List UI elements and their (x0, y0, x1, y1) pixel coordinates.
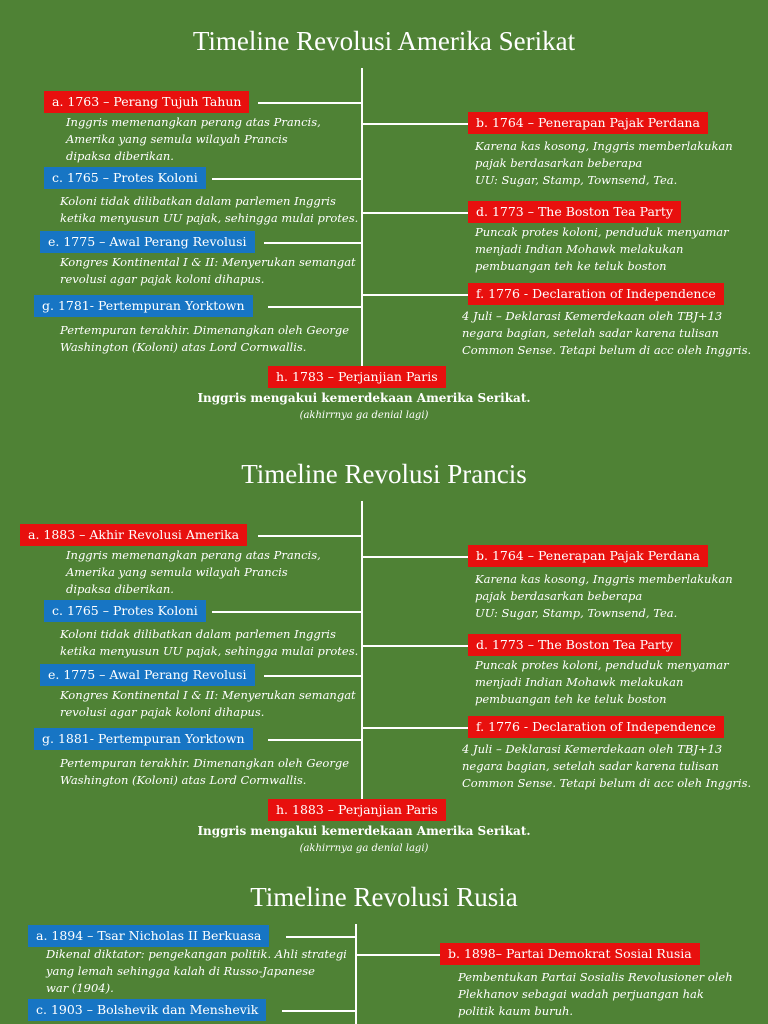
event-c-label: c. 1765 – Protes Koloni (44, 167, 206, 189)
connector (212, 178, 362, 180)
event-b-desc: Karena kas kosong, Inggris memberlakukan pajak berdasarkan beberapa UU: Sugar, Stamp, Townsend, Tea. (475, 139, 733, 187)
event-a-label: a. 1894 – Tsar Nicholas II Berkuasa (28, 925, 269, 947)
event-c-desc: Koloni tidak dilibatkan dalam parlemen Inggris ketika menyusun UU pajak, sehingga mulai protes. (60, 627, 359, 658)
connector (362, 123, 470, 125)
timeline-prancis (0, 433, 768, 873)
event-e-label: e. 1775 – Awal Perang Revolusi (40, 664, 255, 686)
event-c-label: c. 1765 – Protes Koloni (44, 600, 206, 622)
event-h-note: (akhirrnya ga denial lagi) (299, 843, 429, 854)
event-h-desc: Inggris mengakui kemerdekaan Amerika Serikat. (197, 824, 531, 838)
event-h-desc: Inggris mengakui kemerdekaan Amerika Serikat. (197, 391, 531, 405)
connector (362, 645, 470, 647)
event-f-label: f. 1776 - Declaration of Independence (468, 716, 724, 738)
event-a-desc: Dikenal diktator: pengekangan politik. Ahli strategi yang lemah sehingga kalah di Russo-Japanese war (1904). (46, 947, 347, 995)
event-b-desc: Pembentukan Partai Sosialis Revolusioner oleh Plekhanov sebagai wadah perjuangan hak politik kaum buruh. (458, 970, 733, 1018)
event-c-label: c. 1903 – Bolshevik dan Menshevik (28, 999, 266, 1021)
page-title: Timeline Revolusi Amerika Serikat (192, 26, 576, 56)
event-a-label: a. 1763 – Perang Tujuh Tahun (44, 91, 249, 113)
event-d-label: d. 1773 – The Boston Tea Party (468, 634, 681, 656)
connector (362, 727, 470, 729)
connector (282, 1010, 356, 1012)
connector (264, 675, 362, 677)
connector (268, 306, 362, 308)
event-b-desc: Karena kas kosong, Inggris memberlakukan pajak berdasarkan beberapa UU: Sugar, Stamp, Townsend, Tea. (475, 572, 733, 620)
connector (258, 102, 362, 104)
connector (362, 212, 470, 214)
event-h-label: h. 1883 – Perjanjian Paris (268, 799, 446, 821)
timeline-amerika (0, 0, 768, 440)
connector (362, 294, 470, 296)
event-g-desc: Pertempuran terakhir. Dimenangkan oleh George Washington (Koloni) atas Lord Cornwallis. (60, 756, 349, 787)
event-e-label: e. 1775 – Awal Perang Revolusi (40, 231, 255, 253)
event-e-desc: Kongres Kontinental I & II: Menyerukan semangat revolusi agar pajak koloni dihapus. (60, 688, 356, 719)
event-b-label: b. 1764 – Penerapan Pajak Perdana (468, 545, 708, 567)
connector (264, 242, 362, 244)
event-a-desc: Inggris memenangkan perang atas Prancis, Amerika yang semula wilayah Prancis dipaksa diberikan. (66, 548, 321, 596)
page-title: Timeline Revolusi Prancis (241, 459, 527, 489)
timeline-axis (361, 501, 363, 801)
event-b-label: b. 1898– Partai Demokrat Sosial Rusia (440, 943, 700, 965)
event-a-desc: Inggris memenangkan perang atas Prancis, Amerika yang semula wilayah Prancis dipaksa diberikan. (66, 115, 321, 163)
event-f-label: f. 1776 - Declaration of Independence (468, 283, 724, 305)
event-d-label: d. 1773 – The Boston Tea Party (468, 201, 681, 223)
page-title: Timeline Revolusi Rusia (250, 882, 518, 912)
connector (258, 535, 362, 537)
event-f-desc: 4 Juli – Deklarasi Kemerdekaan oleh TBJ+13 negara bagian, setelah sadar karena tulisan Common Sense. Tetapi belum di acc oleh Inggris. (462, 742, 752, 790)
connector (212, 611, 362, 613)
event-e-desc: Kongres Kontinental I & II: Menyerukan semangat revolusi agar pajak koloni dihapus. (60, 255, 356, 286)
connector (268, 739, 362, 741)
connector (286, 936, 356, 938)
timeline-rusia (0, 866, 768, 1024)
event-a-label: a. 1883 – Akhir Revolusi Amerika (20, 524, 247, 546)
event-g-label: g. 1881- Pertempuran Yorktown (34, 728, 253, 750)
event-h-note: (akhirrnya ga denial lagi) (299, 410, 429, 421)
timeline-axis (361, 68, 363, 368)
event-c-desc: Koloni tidak dilibatkan dalam parlemen Inggris ketika menyusun UU pajak, sehingga mulai protes. (60, 194, 359, 225)
event-g-desc: Pertempuran terakhir. Dimenangkan oleh George Washington (Koloni) atas Lord Cornwallis. (60, 323, 349, 354)
event-d-desc: Puncak protes koloni, penduduk menyamar menjadi Indian Mohawk melakukan pembuangan teh ke teluk boston (475, 658, 729, 706)
connector (356, 954, 442, 956)
event-g-label: g. 1781- Pertempuran Yorktown (34, 295, 253, 317)
event-f-desc: 4 Juli – Deklarasi Kemerdekaan oleh TBJ+13 negara bagian, setelah sadar karena tulisan Common Sense. Tetapi belum di acc oleh Inggris. (462, 309, 752, 357)
connector (362, 556, 470, 558)
event-b-label: b. 1764 – Penerapan Pajak Perdana (468, 112, 708, 134)
timeline-axis (355, 924, 357, 1024)
event-h-label: h. 1783 – Perjanjian Paris (268, 366, 446, 388)
event-d-desc: Puncak protes koloni, penduduk menyamar menjadi Indian Mohawk melakukan pembuangan teh ke teluk boston (475, 225, 729, 273)
